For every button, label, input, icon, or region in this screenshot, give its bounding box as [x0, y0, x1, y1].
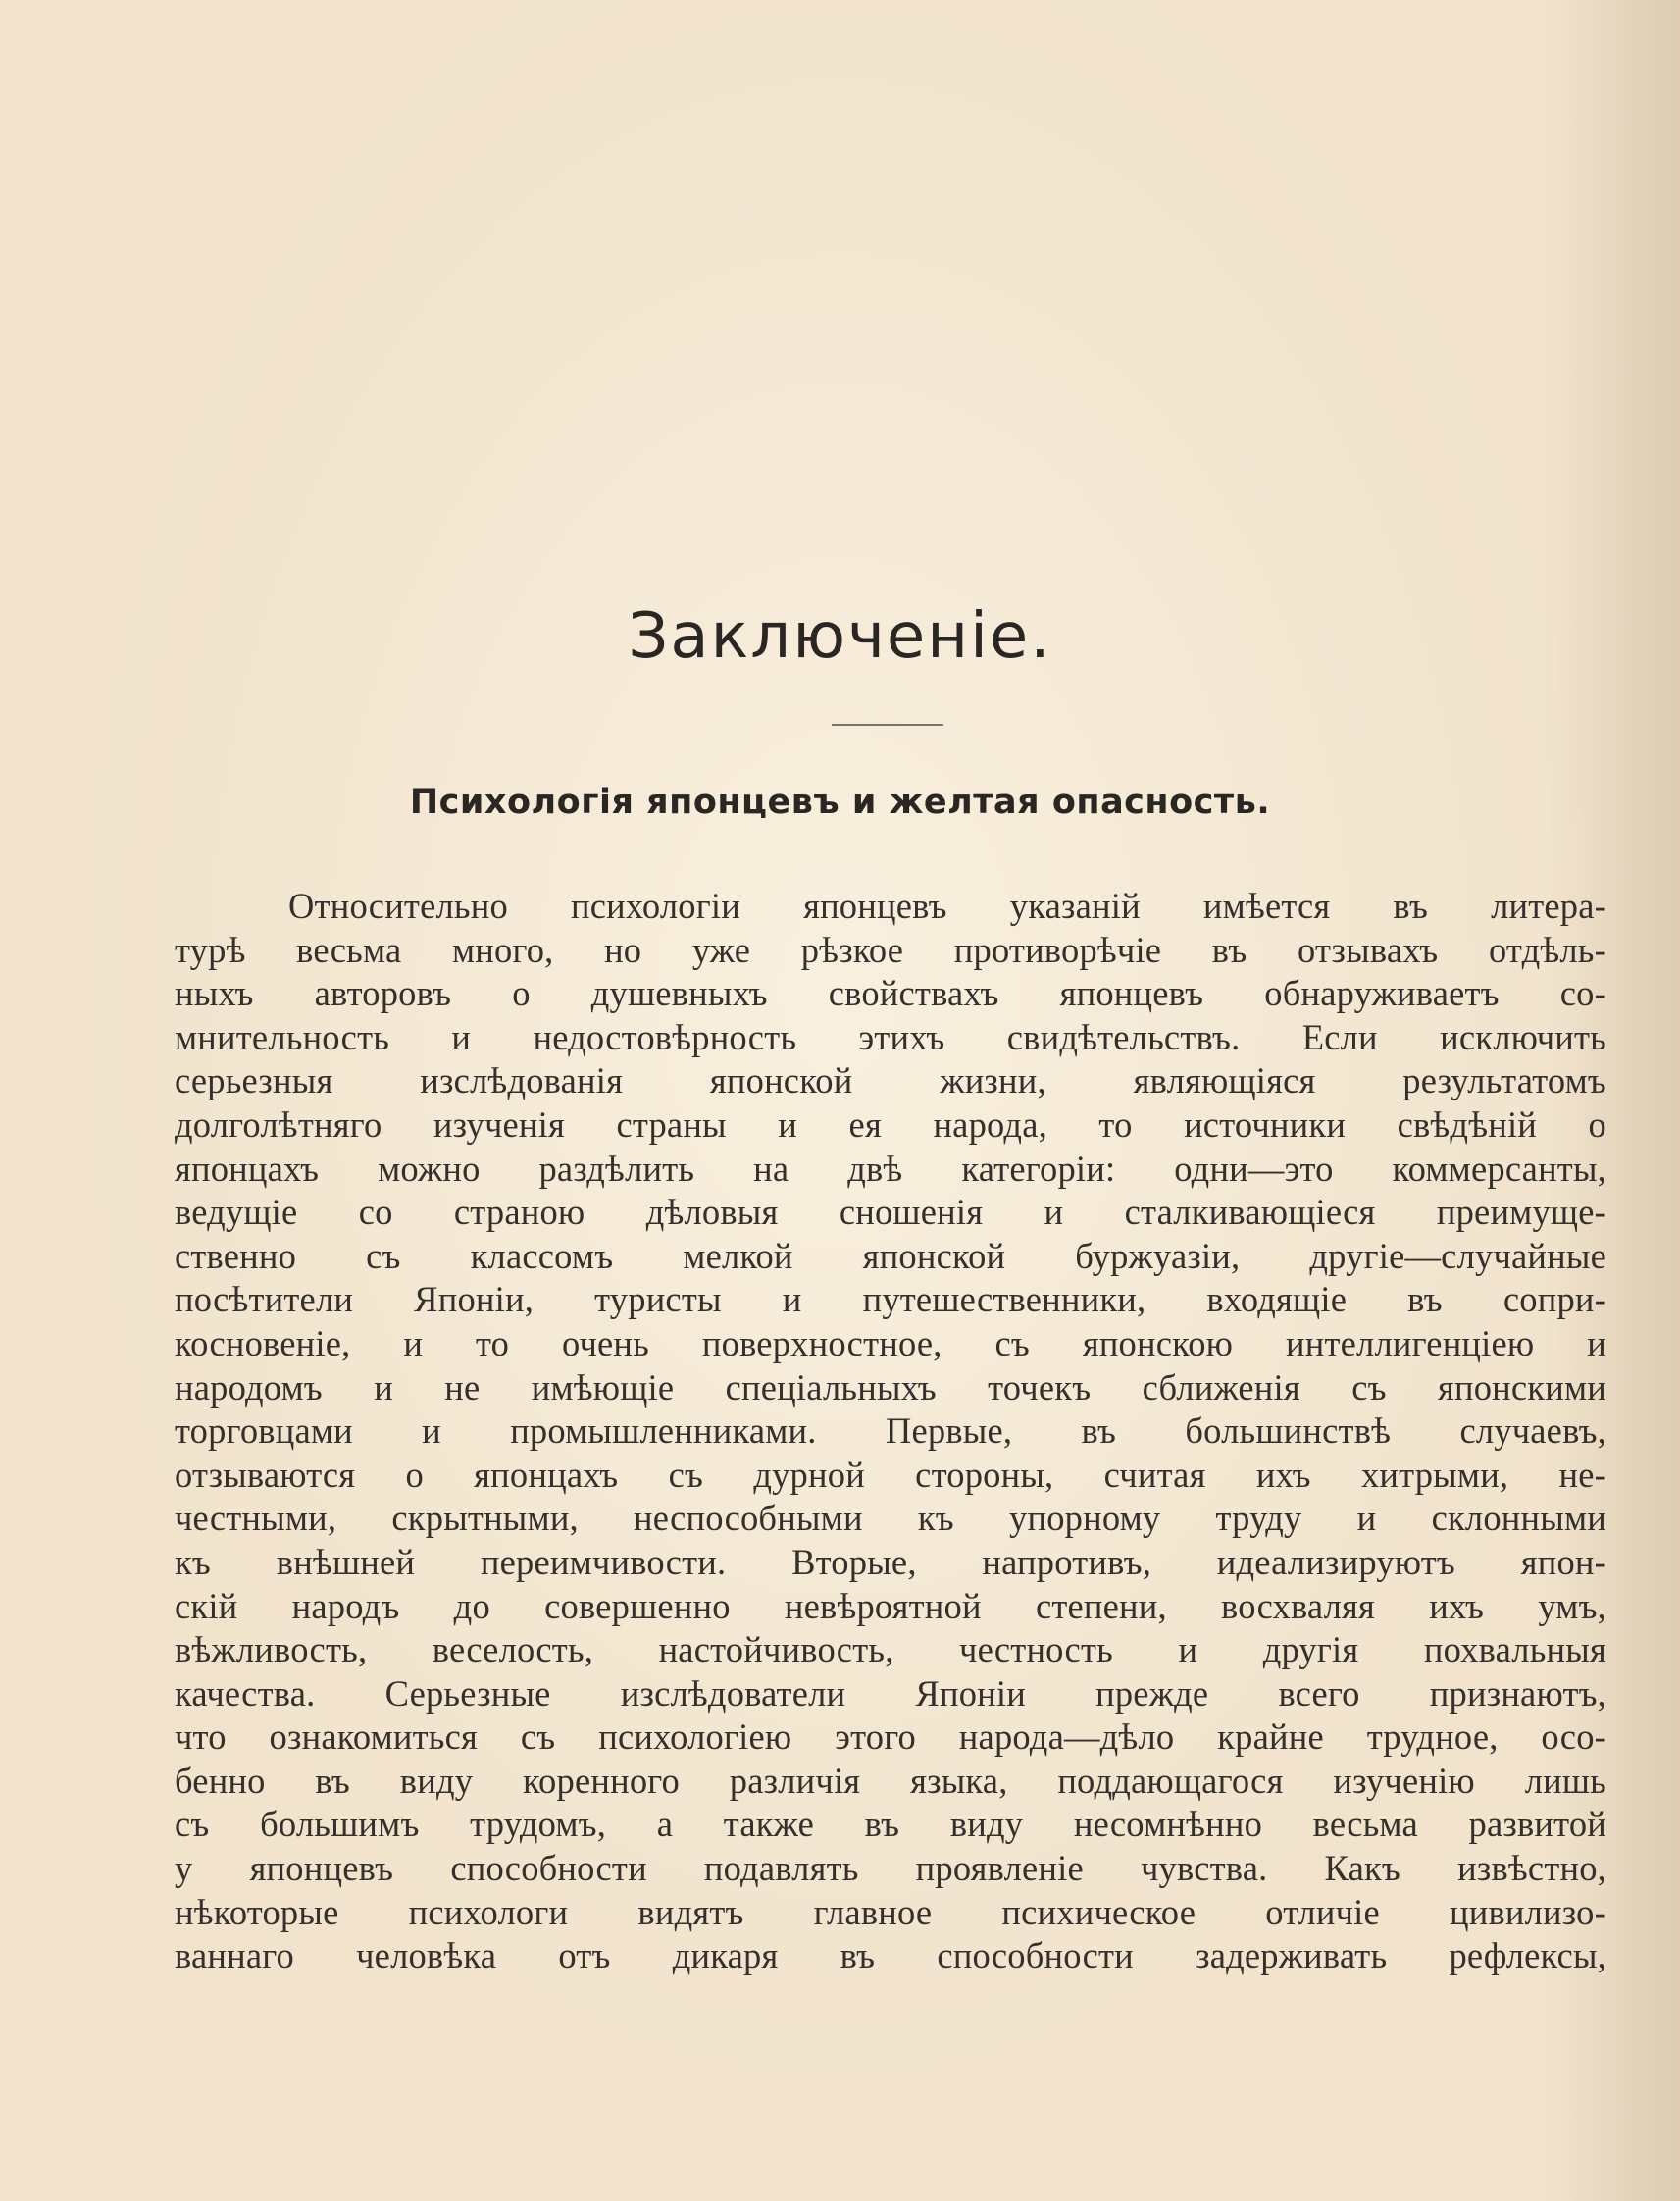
text-line: японцахъ можно раздѣлить на двѣ категорiи: одни—это коммерсанты, — [175, 1148, 1606, 1189]
text-line: къ внѣшней переимчивости. Вторые, напротивъ, идеализируютъ япон- — [175, 1541, 1606, 1582]
text-line: съ большимъ трудомъ, а также въ виду несомнѣнно весьма развитой — [175, 1804, 1606, 1845]
text-line: отзываются о японцахъ съ дурной стороны, считая ихъ хитрыми, не- — [175, 1454, 1606, 1495]
title-divider — [832, 724, 943, 726]
text-line: качества. Серьезные изслѣдователи Японiи прежде всего признаютъ, — [175, 1672, 1606, 1714]
text-line: посѣтители Японiи, туристы и путешественники, входящiе въ сопри- — [175, 1279, 1606, 1320]
chapter-subtitle: Психологiя японцевъ и желтая опасность. — [409, 783, 1271, 822]
text-line: нѣкоторые психологи видятъ главное психическое отличiе цивилизо- — [175, 1891, 1606, 1932]
text-line: народомъ и не имѣющiе спецiальныхъ точекъ сближенiя съ японскими — [175, 1366, 1606, 1408]
text-line: косновенiе, и то очень поверхностное, съ японскою интеллигенцiею и — [175, 1322, 1606, 1363]
text-line: торговцами и промышленниками. Первые, въ большинствѣ случаевъ, — [175, 1410, 1606, 1452]
text-line: честными, скрытными, неспособными къ упорному труду и склонными — [175, 1498, 1606, 1539]
text-line: мнительность и недостовѣрность этихъ свидѣтельствъ. Если исключить — [175, 1016, 1606, 1057]
text-line: у японцевъ способности подавлять проявленiе чувства. Какъ извѣстно, — [175, 1848, 1606, 1889]
text-line: турѣ весьма много, но уже рѣзкое противорѣчiе въ отзывахъ отдѣль- — [175, 929, 1606, 970]
text-line: Относительно психологiи японцевъ указанiй имѣется въ литера- — [288, 886, 1606, 926]
text-line: скiй народъ до совершенно невѣроятной степени, восхваляя ихъ умъ, — [175, 1585, 1606, 1626]
text-line: ныхъ авторовъ о душевныхъ свойствахъ японцевъ обнаруживаетъ со- — [175, 973, 1606, 1014]
text-line: ственно съ классомъ мелкой японской буржуазiи, другiе—случайные — [175, 1235, 1606, 1276]
text-line: вѣжливость, веселость, настойчивость, честность и другiя похвальныя — [175, 1629, 1606, 1670]
text-line: ведущiе со страною дѣловыя сношенiя и сталкивающiеся преимуще- — [175, 1192, 1606, 1233]
body-paragraph — [175, 885, 1606, 1978]
text-line: долголѣтняго изученiя страны и ея народа, то источники свѣдѣнiй о — [175, 1103, 1606, 1145]
chapter-title: Заключенiе. — [628, 600, 1052, 673]
text-line: что ознакомиться съ психологiею этого народа—дѣло крайне трудное, осо- — [175, 1716, 1606, 1758]
text-line: бенно въ виду коренного различiя языка, поддающагося изученiю лишь — [175, 1760, 1606, 1801]
text-line: ваннаго человѣка отъ дикаря въ способности задерживать рефлексы, — [175, 1935, 1606, 1976]
text-line: серьезныя изслѣдованiя японской жизни, являющiяся результатомъ — [175, 1060, 1606, 1101]
